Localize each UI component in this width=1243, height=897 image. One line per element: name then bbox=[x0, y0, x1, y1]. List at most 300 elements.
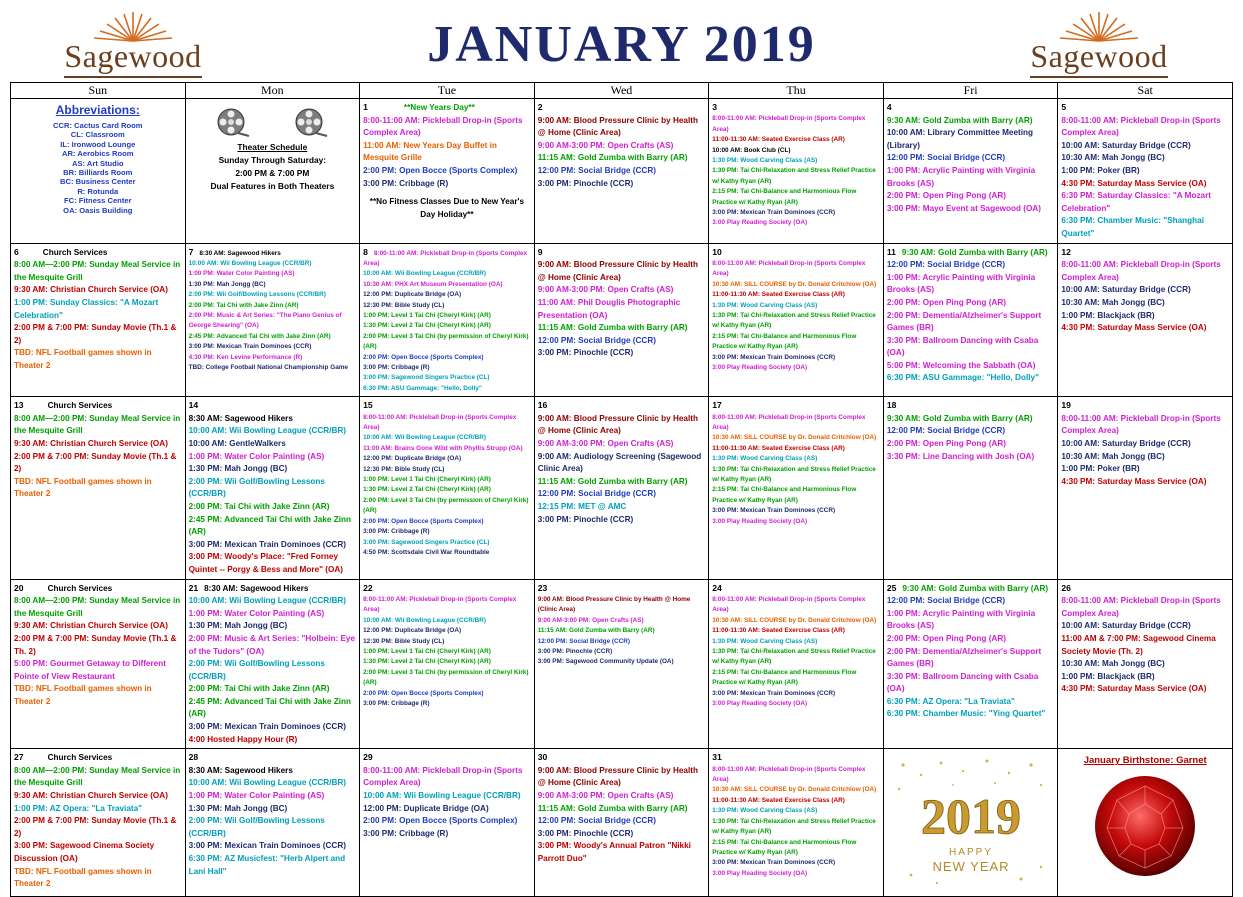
film-reel-icon bbox=[216, 107, 250, 137]
day-cell-10 bbox=[709, 243, 884, 397]
event-item: 11:00-11:30 AM: Seated Exercise Class (AR) bbox=[712, 796, 845, 804]
weekday-header: Thu bbox=[709, 83, 884, 99]
event-item: 6:30 PM: ASU Gammage: "Hello, Dolly" bbox=[363, 384, 482, 392]
event-item: 9:00 AM-3:00 PM: Open Crafts (AS) bbox=[537, 791, 674, 801]
event-item: 12:00 PM: Social Bridge (CCR) bbox=[537, 335, 656, 345]
event-item: 1:30 PM: Mah Jongg (BC) bbox=[188, 621, 288, 631]
event-item: 9:30 AM: Gold Zumba with Barry (AR) bbox=[902, 583, 1049, 593]
event-item: 10:30 AM: Mah Jongg (BC) bbox=[1061, 153, 1165, 163]
event-item: 1:30 PM: Level 2 Tai Chi (Cheryl Kirk) (AR) bbox=[363, 658, 491, 666]
event-item: **No Fitness Classes Due to New Year's Day Holiday** bbox=[369, 197, 525, 219]
abbreviations-title: Abbreviations: bbox=[55, 103, 140, 117]
event-item: 12:00 PM: Social Bridge (CCR) bbox=[886, 596, 1006, 606]
day-cell-26 bbox=[1058, 579, 1233, 749]
day-number: 9 bbox=[537, 246, 543, 257]
event-item: 2:00 PM: Level 3 Tai Chi (by permission of Cheryl Kirk) (AR) bbox=[363, 496, 529, 515]
event-item: 8:00-11:00 AM: Pickleball Drop-in (Sports Complex Area) bbox=[363, 115, 523, 138]
event-item: 1:30 PM: Level 2 Tai Chi (Cheryl Kirk) (AR) bbox=[363, 486, 491, 494]
event-item: 3:00 Play Reading Society (OA) bbox=[712, 219, 808, 227]
day-number: 1 bbox=[363, 102, 368, 112]
day-number: 29 bbox=[363, 752, 373, 763]
event-item: 10:00 AM: Wii Bowling League (CCR/BR) bbox=[188, 259, 312, 267]
event-item: 10:00 AM: Wii Bowling League (CCR/BR) bbox=[363, 434, 487, 442]
event-item: 3:00 PM: Cribbage (R) bbox=[363, 700, 430, 707]
event-item: 9:30 AM: Gold Zumba with Barry (AR) bbox=[901, 247, 1048, 257]
event-item: 2:00 PM: Tai Chi with Jake Zinn (AR) bbox=[188, 684, 330, 694]
event-item: 8:00-11:00 AM: Pickleball Drop-in (Sports Complex Area) bbox=[712, 595, 866, 614]
event-item: 10:00 AM: Wii Bowling League (CCR/BR) bbox=[363, 616, 487, 624]
day-number: 12 bbox=[1061, 246, 1071, 257]
event-item: 9:30 AM: Gold Zumba with Barry (AR) bbox=[886, 115, 1033, 125]
day-header bbox=[14, 751, 182, 765]
event-item: 3:00 PM: Pinochle (CCR) bbox=[537, 514, 634, 524]
day-number: 23 bbox=[537, 582, 548, 593]
event-item: 10:00 AM: Wii Bowling League (CCR/BR) bbox=[363, 791, 521, 801]
event-item: 11:00-11:30 AM: Seated Exercise Class (AR) bbox=[712, 136, 845, 144]
event-item: 10:00 AM: Wii Bowling League (CCR/BR) bbox=[188, 426, 347, 436]
day-header bbox=[1061, 399, 1229, 413]
event-item: 3:00 PM: Mexican Train Dominoes (CCR) bbox=[712, 859, 836, 867]
abbreviations-list bbox=[14, 121, 182, 215]
event-item: 3:00 PM: Sagewood Cinema Society Discussion (OA) bbox=[14, 841, 155, 863]
event-item: 3:00 PM: Mexican Train Dominoes (CCR) bbox=[188, 841, 346, 851]
event-item: 3:00 PM: Pinochle (CCR) bbox=[537, 647, 613, 655]
abbreviation-item: BC: Business Center bbox=[60, 177, 136, 187]
event-item: 2:15 PM: Tai Chi-Balance and Harmonious Flow Practice w/ Kathy Ryan (AR) bbox=[712, 188, 857, 206]
event-item: 1:00 PM: Acrylic Painting with Virginia Brooks (AS) bbox=[886, 165, 1036, 188]
day-number: 11 bbox=[886, 246, 896, 257]
event-item: 3:00 PM: Cribbage (R) bbox=[363, 828, 449, 838]
church-services-heading: Church Services bbox=[47, 753, 113, 763]
day-header bbox=[538, 246, 706, 260]
event-item: 3:00 PM: Mexican Train Dominoes (CCR) bbox=[188, 539, 346, 549]
event-item: 1:30 PM: Wood Carving Class (AS) bbox=[712, 157, 818, 165]
event-item: 6:30 PM: AZ Musicfest: "Herb Alpert and Lani Hall" bbox=[188, 854, 346, 876]
event-item: 8:00 AM—2:00 PM: Sunday Meal Service in the Mesquite Grill bbox=[14, 260, 181, 282]
event-item: 8:00-11:00 AM: Pickleball Drop-in (Sports Complex Area) bbox=[363, 249, 528, 267]
event-item: 12:30 PM: Bible Study (CL) bbox=[363, 301, 445, 309]
new-year-image bbox=[884, 749, 1058, 896]
event-item: 11:00-11:30 AM: Seated Exercise Class (AR) bbox=[712, 627, 845, 635]
day-cell-3 bbox=[709, 99, 884, 244]
day-header bbox=[538, 101, 706, 115]
day-header bbox=[712, 751, 880, 764]
event-item: 2:45 PM: Advanced Tai Chi with Jake Zinn (AR) bbox=[188, 332, 331, 340]
event-item: 3:00 PM: Mexican Train Dominoes (CCR) bbox=[712, 689, 836, 697]
event-item: 1:30 PM: Tai Chi-Relaxation and Stress Relief Practice w/ Kathy Ryan (AR) bbox=[712, 817, 876, 836]
event-item: 3:00 PM: Sagewood Singers Practice (CL) bbox=[363, 538, 490, 546]
week-row bbox=[11, 579, 1233, 749]
event-item: 2:45 PM: Advanced Tai Chi with Jake Zinn (AR) bbox=[188, 514, 351, 537]
event-item: 3:00 PM: Mexican Train Dominoes (CCR) bbox=[188, 343, 312, 351]
event-item: 9:00 AM: Blood Pressure Clinic by Health @ Home (Clinic Area) bbox=[537, 765, 698, 788]
event-item: 8:30 AM: Sagewood Hikers bbox=[188, 765, 293, 775]
day-cell-2 bbox=[534, 99, 709, 244]
event-item: 9:00 AM-3:00 PM: Open Crafts (AS) bbox=[537, 285, 674, 295]
day-cell-9 bbox=[534, 243, 709, 397]
day-number: 15 bbox=[363, 400, 373, 411]
week-row bbox=[11, 99, 1233, 244]
week-row bbox=[11, 397, 1233, 579]
event-item: TBD: NFL Football games shown in Theater 2 bbox=[14, 348, 152, 370]
event-item: TBD: NFL Football games shown in Theater 2 bbox=[14, 684, 152, 706]
event-item: 10:00 AM: Book Club (CL) bbox=[712, 146, 791, 154]
page-title: JANUARY 2019 bbox=[427, 16, 816, 73]
event-item: 2:00 PM: Open Bocce (Sports Complex) bbox=[363, 816, 518, 826]
event-item: 8:00-11:00 AM: Pickleball Drop-in (Sports Complex Area) bbox=[363, 413, 517, 432]
event-item: 2:00 PM: Open Bocce (Sports Complex) bbox=[363, 517, 484, 525]
calendar-grid bbox=[10, 82, 1233, 897]
event-item: 12:00 PM: Duplicate Bridge (OA) bbox=[363, 803, 489, 813]
event-item: 1:00 PM: Acrylic Painting with Virginia Brooks (AS) bbox=[886, 272, 1036, 295]
event-item: 2:00 PM: Wii Golf/Bowling Lessons (CCR/BR) bbox=[188, 476, 325, 499]
event-item: 2:00 PM: Open Bocce (Sports Complex) bbox=[363, 165, 518, 175]
special-cell-garnet bbox=[1058, 749, 1233, 897]
event-item: 1:00 PM: AZ Opera: "La Traviata" bbox=[14, 803, 143, 813]
abbreviation-item: AS: Art Studio bbox=[71, 158, 124, 168]
special-cell-theater bbox=[185, 99, 360, 244]
event-item: 1:00 PM: Water Color Painting (AS) bbox=[188, 451, 325, 461]
event-item: 2:00 PM: Tai Chi with Jake Zinn (AR) bbox=[188, 501, 330, 511]
abbreviation-item: AR: Aerobics Room bbox=[62, 149, 134, 159]
event-item: 6:30 PM: Chamber Music: "Ying Quartet" bbox=[886, 709, 1046, 719]
event-item: 12:00 PM: Social Bridge (CCR) bbox=[886, 426, 1006, 436]
event-item: 1:30 PM: Wood Carving Class (AS) bbox=[712, 807, 818, 815]
event-item: 8:00 AM—2:00 PM: Sunday Meal Service in the Mesquite Grill bbox=[14, 596, 181, 618]
event-item: 1:00 PM: Level 1 Tai Chi (Cheryl Kirk) (AR) bbox=[363, 476, 491, 484]
event-item: 10:00 AM: Saturday Bridge (CCR) bbox=[1061, 140, 1191, 150]
new-year-graphic bbox=[891, 755, 1051, 891]
event-item: 3:00 PM: Cribbage (R) bbox=[363, 364, 430, 371]
day-header bbox=[189, 582, 357, 596]
event-item: 3:00 PM: Mayo Event at Sagewood (OA) bbox=[886, 203, 1042, 213]
event-item: 2:00 PM: Music & Art Series: "Holbein: Eye of the Tudors" (OA) bbox=[188, 633, 356, 656]
event-item: TBD: NFL Football games shown in Theater 2 bbox=[14, 476, 152, 499]
day-header bbox=[363, 582, 531, 595]
day-header bbox=[363, 751, 531, 765]
event-item: 10:30 AM: Mah Jongg (BC) bbox=[1061, 451, 1165, 461]
event-item: 1:00 PM: Level 1 Tai Chi (Cheryl Kirk) (AR) bbox=[363, 647, 491, 655]
event-item: 12:30 PM: Bible Study (CL) bbox=[363, 637, 445, 645]
event-item: 9:30 AM: Gold Zumba with Barry (AR) bbox=[886, 413, 1033, 423]
day-cell-13 bbox=[11, 397, 186, 579]
event-item: 10:00 AM: Saturday Bridge (CCR) bbox=[1061, 621, 1191, 631]
event-item: 6:30 PM: ASU Gammage: "Hello, Dolly" bbox=[886, 373, 1039, 383]
event-item: 1:30 PM: Level 2 Tai Chi (Cheryl Kirk) (AR) bbox=[363, 322, 491, 330]
day-header bbox=[189, 246, 357, 259]
event-item: 9:00 AM-3:00 PM: Open Crafts (AS) bbox=[537, 140, 674, 150]
day-number: 21 bbox=[188, 582, 199, 593]
day-cell-1 bbox=[360, 99, 535, 244]
event-item: 12:00 PM: Social Bridge (CCR) bbox=[537, 637, 631, 645]
event-item: 12:00 PM: Social Bridge (CCR) bbox=[537, 165, 656, 175]
event-item: 3:00 PM: Woody's Annual Patron "Nikki Parrott Duo" bbox=[537, 841, 691, 863]
day-number: 24 bbox=[712, 582, 722, 593]
day-header bbox=[712, 246, 880, 259]
day-number: 25 bbox=[886, 582, 897, 593]
film-reels bbox=[189, 101, 357, 141]
event-item: 3:00 PM: Mexican Train Dominoes (CCR) bbox=[188, 722, 346, 732]
weekday-header: Mon bbox=[185, 83, 360, 99]
event-item: 4:30 PM: Saturday Mass Service (OA) bbox=[1061, 476, 1207, 486]
day-number: 14 bbox=[188, 400, 199, 411]
day-header bbox=[1061, 101, 1229, 115]
day-header bbox=[189, 751, 357, 765]
event-item: TBD: College Football National Championship Game bbox=[188, 364, 348, 371]
event-item: 2:00 PM & 7:00 PM: Sunday Movie (Th.1 & Th. 2) bbox=[14, 633, 177, 656]
day-number: 7 bbox=[188, 246, 194, 257]
film-reel-icon bbox=[294, 107, 328, 137]
event-item: 3:00 PM: Cribbage (R) bbox=[363, 178, 449, 188]
event-item: 10:30 AM: Mah Jongg (BC) bbox=[1061, 659, 1165, 669]
day-cell-20 bbox=[11, 579, 186, 749]
event-item: 4:50 PM: Scottsdale Civil War Roundtable bbox=[363, 548, 490, 556]
abbreviation-item: CL: Classroom bbox=[70, 130, 125, 140]
day-cell-7 bbox=[185, 243, 360, 397]
day-number: 30 bbox=[537, 752, 548, 763]
weekday-header: Wed bbox=[534, 83, 709, 99]
day-cell-24 bbox=[709, 579, 884, 749]
day-cell-30 bbox=[534, 749, 709, 897]
day-header bbox=[887, 582, 1055, 596]
event-item: 10:00 AM: Library Committee Meeting (Library) bbox=[886, 128, 1034, 150]
event-item: 11:15 AM: Gold Zumba with Barry (AR) bbox=[537, 153, 688, 163]
event-item: 10:30 AM: SILL COURSE by Dr. Donald Critchlow (OA) bbox=[712, 786, 877, 794]
event-item: 3:30 PM: Ballroom Dancing with Csaba (OA) bbox=[886, 335, 1039, 358]
event-item: 1:00 PM: Sunday Classics: "A Mozart Celebration" bbox=[14, 297, 159, 320]
event-item: 1:00 PM: Water Color Painting (AS) bbox=[188, 791, 325, 801]
event-item: 6:30 PM: Saturday Classics: "A Mozart Celebration" bbox=[1061, 191, 1212, 213]
day-cell-22 bbox=[360, 579, 535, 749]
birthstone-box bbox=[1061, 755, 1229, 887]
event-item: 2:15 PM: Tai Chi-Balance and Harmonious Flow Practice w/ Kathy Ryan (AR) bbox=[712, 668, 857, 687]
week-row bbox=[11, 749, 1233, 897]
day-header bbox=[887, 246, 1055, 260]
special-cell-abbr bbox=[11, 99, 186, 244]
event-item: **New Years Day** bbox=[403, 103, 475, 112]
event-item: 12:00 PM: Duplicate Bridge (OA) bbox=[363, 291, 462, 299]
abbreviations-box bbox=[14, 103, 182, 215]
event-item: 9:00 AM-3:00 PM: Open Crafts (AS) bbox=[537, 439, 674, 448]
event-item: 8:00-11:00 AM: Pickleball Drop-in (Sports Complex Area) bbox=[1061, 115, 1221, 138]
day-number: 16 bbox=[537, 400, 548, 411]
event-item: 2:00 PM: Music & Art Series: "The Piano Genius of George Shearing" (OA) bbox=[188, 311, 342, 330]
event-item: 3:00 PM: Mexican Train Dominoes (CCR) bbox=[712, 353, 836, 361]
event-item: 11:00-11:30 AM: Seated Exercise Class (AR) bbox=[712, 444, 845, 452]
event-item: 2:00 PM & 7:00 PM: Sunday Movie (Th.1 & 2) bbox=[14, 816, 177, 838]
day-number: 4 bbox=[886, 102, 892, 112]
theater-line: Dual Features in Both Theaters bbox=[210, 181, 335, 191]
event-item: 2:15 PM: Tai Chi-Balance and Harmonious Flow Practice w/ Kathy Ryan (AR) bbox=[712, 838, 857, 856]
event-item: 4:30 PM: Saturday Mass Service (OA) bbox=[1061, 178, 1207, 188]
new-year-text: NEW YEAR bbox=[932, 858, 1010, 874]
day-header bbox=[14, 582, 182, 596]
event-item: 8:00-11:00 AM: Pickleball Drop-in (Sports Complex Area) bbox=[363, 765, 523, 788]
day-cell-15 bbox=[360, 397, 535, 579]
event-item: 11:00-11:30 AM: Seated Exercise Class (AR) bbox=[712, 291, 845, 299]
event-item: 2:00 PM & 7:00 PM: Sunday Movie (Th.1 & 2) bbox=[14, 323, 177, 345]
event-item: 11:15 AM: Gold Zumba with Barry (AR) bbox=[537, 476, 688, 486]
day-header bbox=[887, 399, 1055, 413]
event-item: 2:00 PM: Open Ping Pong (AR) bbox=[886, 633, 1006, 643]
event-item: 10:00 AM: Wii Bowling League (CCR/BR) bbox=[363, 270, 487, 278]
event-item: 9:00 AM: Blood Pressure Clinic by Health @ Home (Clinic Area) bbox=[537, 115, 698, 138]
event-item: 3:00 Play Reading Society (OA) bbox=[712, 517, 808, 525]
day-number: 17 bbox=[712, 400, 722, 411]
new-year-happy: HAPPY bbox=[948, 846, 993, 858]
event-item: 10:00 AM: Saturday Bridge (CCR) bbox=[1061, 439, 1191, 448]
church-services-heading: Church Services bbox=[47, 401, 113, 411]
event-item: 3:00 PM: Woody's Place: "Fred Forney Quintet -- Porgy & Bess and More" (OA) bbox=[188, 552, 344, 574]
abbreviation-item: R: Rotunda bbox=[77, 186, 119, 196]
event-item: 3:00 PM: Pinochle (CCR) bbox=[537, 178, 634, 188]
event-item: 2:00 PM: Tai Chi with Jake Zinn (AR) bbox=[188, 301, 299, 309]
event-item: 2:00 PM: Open Ping Pong (AR) bbox=[886, 191, 1006, 201]
event-item: 12:00 PM: Duplicate Bridge (OA) bbox=[363, 627, 462, 635]
abbreviation-item: OA: Oasis Building bbox=[63, 205, 133, 215]
day-number: 2 bbox=[537, 102, 543, 112]
event-item: 8:00-11:00 AM: Pickleball Drop-in (Sports Complex Area) bbox=[1061, 413, 1221, 436]
event-item: 6:30 PM: AZ Opera: "La Traviata" bbox=[886, 696, 1015, 706]
event-item: 4:30 PM: Ken Levine Performance (R) bbox=[188, 353, 303, 361]
day-cell-19 bbox=[1058, 397, 1233, 579]
day-cell-23 bbox=[534, 579, 709, 749]
event-item: 10:00 AM: Wii Bowling League (CCR/BR) bbox=[188, 778, 347, 788]
event-item: 10:00 AM: Saturday Bridge (CCR) bbox=[1061, 285, 1191, 295]
event-item: 12:00 PM: Social Bridge (CCR) bbox=[537, 489, 656, 499]
event-item: 11:15 AM: Gold Zumba with Barry (AR) bbox=[537, 323, 688, 333]
event-item: 2:45 PM: Advanced Tai Chi with Jake Zinn (AR) bbox=[188, 696, 351, 719]
event-item: 1:30 PM: Tai Chi-Relaxation and Stress Relief Practice w/ Kathy Ryan (AR) bbox=[712, 647, 876, 666]
event-item: 12:00 PM: Social Bridge (CCR) bbox=[537, 816, 656, 826]
event-item: 10:30 AM: PHX Art Museum Presentation (OA) bbox=[363, 280, 503, 288]
event-item: 1:30 PM: Mah Jongg (BC) bbox=[188, 464, 288, 474]
abbreviation-item: FC: Fitness Center bbox=[64, 196, 132, 206]
event-item: 6:30 PM: Chamber Music: "Shanghai Quartet" bbox=[1061, 216, 1205, 238]
event-item: 1:00 PM: Poker (BR) bbox=[1061, 464, 1140, 474]
day-number: 13 bbox=[14, 400, 24, 411]
event-item: 8:00-11:00 AM: Pickleball Drop-in (Sports Complex Area) bbox=[712, 115, 866, 133]
event-item: 2:00 PM: Level 3 Tai Chi (by permission of Cheryl Kirk) (AR) bbox=[363, 668, 529, 687]
event-item: 2:00 PM: Wii Golf/Bowling Lessons (CCR/BR) bbox=[188, 659, 325, 681]
event-item: 1:30 PM: Mah Jongg (BC) bbox=[188, 280, 266, 288]
day-number: 27 bbox=[14, 752, 24, 763]
event-item: 3:00 PM: Mexican Train Dominoes (CCR) bbox=[712, 507, 836, 515]
event-item: 2:00 PM: Dementia/Alzheimer's Support Games (BR) bbox=[886, 646, 1042, 669]
weekday-header-row bbox=[11, 83, 1233, 99]
day-cell-31 bbox=[709, 749, 884, 897]
day-header bbox=[14, 399, 182, 413]
event-item: 1:00 PM: Poker (BR) bbox=[1061, 165, 1140, 175]
weekday-header: Sat bbox=[1058, 83, 1233, 99]
day-cell-25 bbox=[883, 579, 1058, 749]
church-services-heading: Church Services bbox=[47, 583, 113, 593]
event-item: 11:15 AM: Gold Zumba with Barry (AR) bbox=[537, 627, 655, 635]
event-item: 8:00-11:00 AM: Pickleball Drop-in (Sports Complex Area) bbox=[712, 259, 866, 278]
event-item: 3:00 Play Reading Society (OA) bbox=[712, 869, 808, 877]
day-cell-21 bbox=[185, 579, 360, 749]
day-number: 10 bbox=[712, 246, 722, 257]
event-item: 11:00 AM: Brains Gone Wild with Phyllis Strupp (OA) bbox=[363, 444, 523, 452]
event-item: 12:00 PM: Social Bridge (CCR) bbox=[886, 260, 1006, 270]
event-item: 1:30 PM: Wood Carving Class (AS) bbox=[712, 637, 818, 645]
event-item: 3:00 Play Reading Society (OA) bbox=[712, 364, 808, 371]
day-number: 31 bbox=[712, 752, 722, 763]
day-cell-28 bbox=[185, 749, 360, 897]
theater-line: Sunday Through Saturday: bbox=[218, 155, 327, 165]
day-header bbox=[1061, 246, 1229, 260]
event-item: TBD: NFL Football games shown in Theater 2 bbox=[14, 866, 152, 889]
day-number: 3 bbox=[712, 102, 718, 112]
day-header bbox=[538, 582, 706, 595]
event-item: 3:00 PM: Mexican Train Dominoes (CCR) bbox=[712, 209, 836, 217]
event-item: 8:30 AM: Sagewood Hikers bbox=[188, 413, 293, 423]
day-cell-16 bbox=[534, 397, 709, 579]
day-header bbox=[538, 399, 706, 413]
logo-wordmark: Sagewood bbox=[64, 38, 202, 74]
event-item: 9:30 AM: Christian Church Service (OA) bbox=[14, 285, 168, 295]
day-number: 6 bbox=[14, 246, 19, 257]
abbreviation-item: IL: Ironwood Lounge bbox=[60, 139, 136, 149]
theater-schedule bbox=[189, 141, 357, 193]
event-item: 10:30 AM: SILL COURSE by Dr. Donald Critchlow (OA) bbox=[712, 616, 877, 624]
day-cell-27 bbox=[11, 749, 186, 897]
event-item: 8:00 AM—2:00 PM: Sunday Meal Service in the Mesquite Grill bbox=[14, 413, 181, 436]
day-number: 18 bbox=[886, 400, 897, 411]
event-item: 8:30 AM: Sagewood Hikers bbox=[204, 583, 309, 593]
event-item: 8:00-11:00 AM: Pickleball Drop-in (Sports Complex Area) bbox=[363, 595, 517, 614]
event-item: 12:15 PM: MET @ AMC bbox=[537, 501, 627, 511]
day-header bbox=[712, 582, 880, 595]
day-number: 20 bbox=[14, 582, 24, 593]
day-header bbox=[363, 246, 531, 270]
day-number: 5 bbox=[1061, 102, 1067, 112]
event-item: 5:00 PM: Welcoming the Sabbath (OA) bbox=[886, 360, 1036, 370]
event-item: 2:15 PM: Tai Chi-Balance and Harmonious Flow Practice w/ Kathy Ryan (AR) bbox=[712, 332, 857, 351]
day-cell-17 bbox=[709, 397, 884, 579]
birthstone-title: January Birthstone: Garnet bbox=[1083, 755, 1207, 767]
event-item: 8:00 AM—2:00 PM: Sunday Meal Service in the Mesquite Grill bbox=[14, 765, 181, 788]
day-header bbox=[538, 751, 706, 765]
day-cell-14 bbox=[185, 397, 360, 579]
event-item: 11:00 AM: Phil Douglis Photographic Presentation (OA) bbox=[537, 297, 681, 320]
day-cell-4 bbox=[883, 99, 1058, 244]
event-item: 1:00 PM: Acrylic Painting with Virginia Brooks (AS) bbox=[886, 608, 1036, 631]
event-item: 1:30 PM: Tai Chi-Relaxation and Stress Relief Practice w/ Kathy Ryan (AR) bbox=[712, 465, 876, 484]
event-item: 3:00 PM: Pinochle (CCR) bbox=[537, 348, 634, 358]
event-item: 1:30 PM: Tai Chi-Relaxation and Stress Relief Practice w/ Kathy Ryan (AR) bbox=[712, 311, 876, 330]
event-item: 1:30 PM: Mah Jongg (BC) bbox=[188, 803, 288, 813]
event-item: 2:00 PM: Open Ping Pong (AR) bbox=[886, 297, 1006, 307]
event-item: 1:00 PM: Level 1 Tai Chi (Cheryl Kirk) (AR) bbox=[363, 311, 491, 319]
logo-wordmark: Sagewood bbox=[1030, 38, 1168, 74]
event-item: 1:00 PM: Blackjack (BR) bbox=[1061, 310, 1155, 320]
weekday-header: Sun bbox=[11, 83, 186, 99]
theater-schedule-box bbox=[189, 101, 357, 193]
day-number: 19 bbox=[1061, 400, 1071, 411]
event-item: 2:00 PM: Level 3 Tai Chi (by permission of Cheryl Kirk) (AR) bbox=[363, 332, 529, 351]
event-item: 9:00 AM: Audiology Screening (Sagewood Clinic Area) bbox=[537, 451, 702, 474]
weekday-header: Fri bbox=[883, 83, 1058, 99]
event-item: 3:30 PM: Ballroom Dancing with Csaba (OA) bbox=[886, 671, 1039, 694]
event-item: 2:00 PM: Wii Golf/Bowling Lessons (CCR/BR) bbox=[188, 291, 326, 299]
event-item: 11:15 AM: Gold Zumba with Barry (AR) bbox=[537, 803, 688, 813]
event-item: 12:30 PM: Bible Study (CL) bbox=[363, 465, 445, 473]
weekday-header: Tue bbox=[360, 83, 535, 99]
event-item: 1:30 PM: Wood Carving Class (AS) bbox=[712, 455, 818, 463]
day-cell-11 bbox=[883, 243, 1058, 397]
event-item: 1:00 PM: Water Color Painting (AS) bbox=[188, 270, 295, 278]
